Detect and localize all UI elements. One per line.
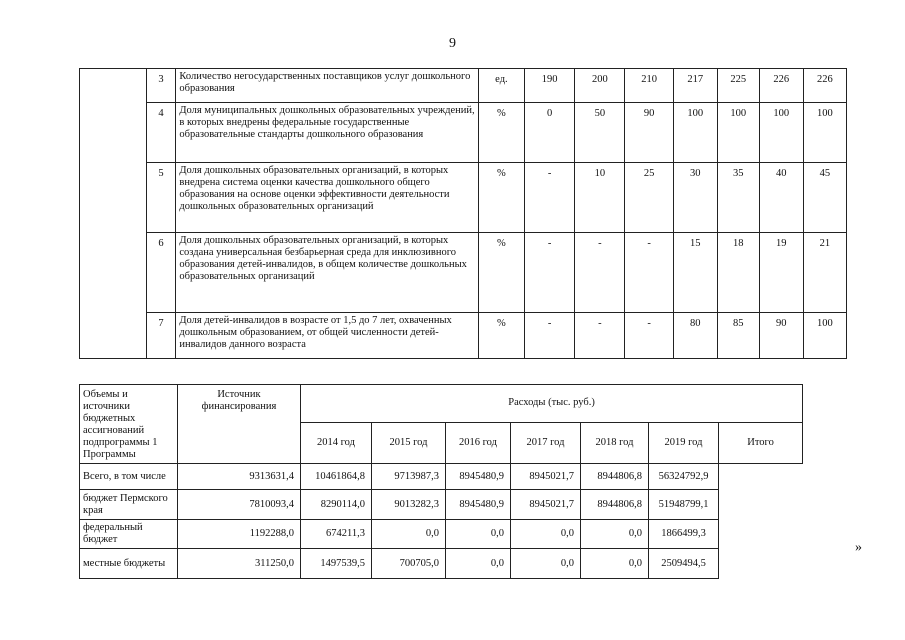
indicator-value: 226 xyxy=(803,69,846,103)
indicator-number: 4 xyxy=(146,103,176,163)
indicator-text: Доля детей-инвалидов в возрасте от 1,5 до 7 лет, охваченных дошкольным образованием, от общей численности детей-инвалидов данного возраста xyxy=(176,313,478,359)
indicator-value: 0 xyxy=(525,103,575,163)
year-header: 2017 год xyxy=(511,422,581,463)
funding-source: федеральный бюджет xyxy=(80,520,178,549)
closing-quote: » xyxy=(855,540,862,555)
funding-row xyxy=(80,464,803,490)
funding-row xyxy=(80,520,803,549)
indicator-value: 40 xyxy=(759,163,803,233)
funding-total: 1866499,3 xyxy=(649,520,719,549)
year-header: 2014 год xyxy=(301,422,372,463)
indicators-table xyxy=(79,68,847,359)
indicator-value: 100 xyxy=(803,103,846,163)
funding-value: 311250,0 xyxy=(178,549,301,579)
funding-value: 0,0 xyxy=(372,520,446,549)
year-header: 2018 год xyxy=(581,422,649,463)
indicator-value: 90 xyxy=(625,103,673,163)
funding-value: 0,0 xyxy=(581,520,649,549)
indicator-text: Доля дошкольных образовательных организаций, в которых создана универсальная безбарьерная среда для инклюзивного образования детей-инвалидов, в общем количестве дошкольных образовательных организаций xyxy=(176,233,478,313)
year-header: 2019 год xyxy=(649,422,719,463)
funding-total: 2509494,5 xyxy=(649,549,719,579)
funding-value: 9313631,4 xyxy=(178,464,301,490)
indicator-row xyxy=(80,313,847,359)
indicator-value: 100 xyxy=(759,103,803,163)
indicator-value: 18 xyxy=(717,233,759,313)
funding-value: 10461864,8 xyxy=(301,464,372,490)
funding-value: 7810093,4 xyxy=(178,490,301,520)
funding-value: 0,0 xyxy=(581,549,649,579)
indicator-number: 5 xyxy=(146,163,176,233)
funding-value: 1497539,5 xyxy=(301,549,372,579)
funding-value: 0,0 xyxy=(511,549,581,579)
indicator-value: 30 xyxy=(673,163,717,233)
expenses-header: Расходы (тыс. руб.) xyxy=(301,385,803,423)
indicator-value: 200 xyxy=(575,69,625,103)
indicator-number: 6 xyxy=(146,233,176,313)
funding-value: 0,0 xyxy=(446,549,511,579)
indicator-unit: % xyxy=(478,103,524,163)
indicator-value: 50 xyxy=(575,103,625,163)
indicator-value: 15 xyxy=(673,233,717,313)
funding-total: 51948799,1 xyxy=(649,490,719,520)
indicator-value: 226 xyxy=(759,69,803,103)
funding-value: 8290114,0 xyxy=(301,490,372,520)
funding-table xyxy=(79,384,803,579)
year-header: 2015 год xyxy=(372,422,446,463)
indicator-value: 45 xyxy=(803,163,846,233)
indicator-value: - xyxy=(575,233,625,313)
indicator-text: Доля муниципальных дошкольных образовательных учреждений, в которых внедрены федеральные государственные образовательные стандарты дошкольного образования xyxy=(176,103,478,163)
year-header: 2016 год xyxy=(446,422,511,463)
funding-value: 9713987,3 xyxy=(372,464,446,490)
empty-cell xyxy=(80,69,147,359)
indicator-value: 100 xyxy=(803,313,846,359)
source-header: Источник финансирования xyxy=(178,385,301,464)
funding-value: 0,0 xyxy=(511,520,581,549)
funding-source: бюджет Пермского края xyxy=(80,490,178,520)
indicator-text: Доля дошкольных образовательных организаций, в которых внедрена система оценки качества дошкольного общего образования на основе оценки эффективности деятельности дошкольных образовательных организаций xyxy=(176,163,478,233)
funding-value: 8944806,8 xyxy=(581,464,649,490)
funding-value: 8945480,9 xyxy=(446,490,511,520)
funding-value: 8945480,9 xyxy=(446,464,511,490)
indicator-unit: % xyxy=(478,313,524,359)
indicator-value: 80 xyxy=(673,313,717,359)
indicator-value: - xyxy=(625,313,673,359)
indicator-value: 100 xyxy=(717,103,759,163)
indicator-row xyxy=(80,233,847,313)
funding-value: 1192288,0 xyxy=(178,520,301,549)
indicator-row xyxy=(80,103,847,163)
indicator-value: - xyxy=(575,313,625,359)
page-number: 9 xyxy=(449,36,456,51)
funding-value: 9013282,3 xyxy=(372,490,446,520)
indicator-value: 190 xyxy=(525,69,575,103)
indicator-value: 225 xyxy=(717,69,759,103)
funding-value: 8945021,7 xyxy=(511,490,581,520)
indicator-value: - xyxy=(525,313,575,359)
indicator-value: 19 xyxy=(759,233,803,313)
indicator-unit: ед. xyxy=(478,69,524,103)
indicator-value: 10 xyxy=(575,163,625,233)
funding-row xyxy=(80,549,803,579)
indicator-value: 90 xyxy=(759,313,803,359)
indicator-number: 3 xyxy=(146,69,176,103)
indicator-number: 7 xyxy=(146,313,176,359)
indicator-value: 35 xyxy=(717,163,759,233)
indicator-value: 217 xyxy=(673,69,717,103)
funding-value: 8945021,7 xyxy=(511,464,581,490)
indicator-value: 100 xyxy=(673,103,717,163)
indicator-value: 21 xyxy=(803,233,846,313)
funding-label: Объемы и источники бюджетных ассигнований подпрограммы 1 Программы xyxy=(80,385,178,464)
funding-value: 700705,0 xyxy=(372,549,446,579)
funding-value: 674211,3 xyxy=(301,520,372,549)
indicator-unit: % xyxy=(478,163,524,233)
funding-row xyxy=(80,490,803,520)
indicator-row xyxy=(80,163,847,233)
total-header: Итого xyxy=(719,422,803,463)
indicator-value: 210 xyxy=(625,69,673,103)
funding-value: 8944806,8 xyxy=(581,490,649,520)
funding-source: Всего, в том числе xyxy=(80,464,178,490)
indicator-value: - xyxy=(525,233,575,313)
indicator-value: 85 xyxy=(717,313,759,359)
indicator-value: - xyxy=(625,233,673,313)
funding-source: местные бюджеты xyxy=(80,549,178,579)
indicator-row xyxy=(80,69,847,103)
indicator-value: 25 xyxy=(625,163,673,233)
indicator-value: - xyxy=(525,163,575,233)
indicator-unit: % xyxy=(478,233,524,313)
indicator-text: Количество негосударственных поставщиков услуг дошкольного образования xyxy=(176,69,478,103)
funding-total: 56324792,9 xyxy=(649,464,719,490)
funding-value: 0,0 xyxy=(446,520,511,549)
